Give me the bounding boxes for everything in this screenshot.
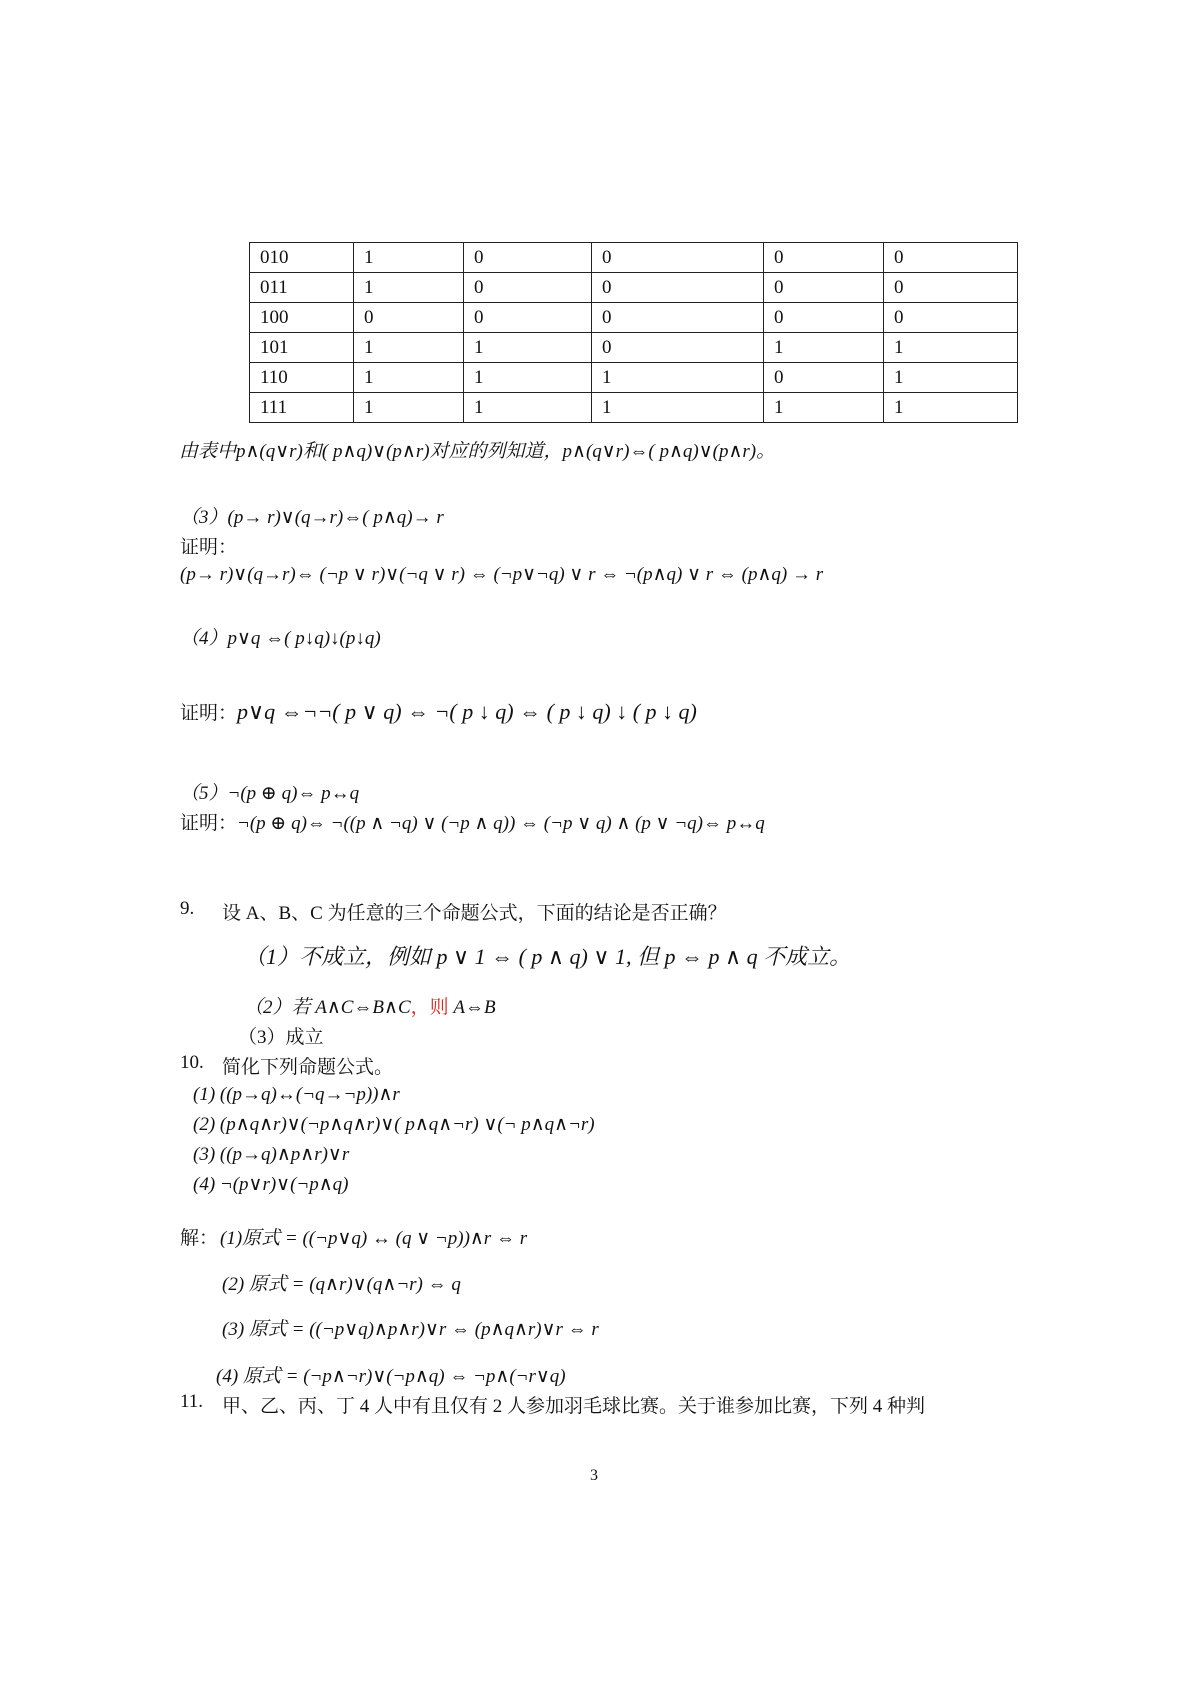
- table-cell: 0: [764, 303, 884, 333]
- table-cell: 0: [764, 363, 884, 393]
- table-cell: 1: [764, 393, 884, 423]
- table-row: [250, 333, 1018, 363]
- table-cell: 0: [764, 243, 884, 273]
- q10-item-1: (1) ((p→q)↔(¬q→¬p))∧r: [193, 1084, 400, 1105]
- item4-proof-label: 证明：: [180, 703, 238, 724]
- table-cell: 100: [250, 303, 354, 333]
- table-row: [250, 273, 1018, 303]
- q10-solution-4: (4) 原式 = (¬p∧¬r)∨(¬p∧q) ⇔ ¬p∧(¬r∨q): [216, 1366, 566, 1387]
- table-cell: 0: [464, 243, 592, 273]
- q10-solution-2: (2) 原式 = (q∧r)∨(q∧¬r) ⇔ q: [222, 1274, 461, 1295]
- table-cell: 1: [464, 333, 592, 363]
- q9-answer-1: （1）不成立，例如 p ∨ 1 ⇔ ( p ∧ q) ∨ 1, 但 p ⇔ p ∧ q 不成立。: [244, 944, 852, 969]
- q10-solution-3: (3) 原式 = ((¬p∨q)∧p∧r)∨r ⇔ (p∧q∧r)∨r ⇔ r: [222, 1319, 599, 1340]
- table-cell: 0: [592, 303, 764, 333]
- table-cell: 1: [354, 273, 464, 303]
- q9-text: 设 A、B、C 为任意的三个命题公式，下面的结论是否正确？: [222, 903, 727, 924]
- q9-answer-2-suffix: A⇔B: [448, 997, 496, 1018]
- table-cell: 1: [884, 393, 1018, 423]
- table-cell: 1: [884, 333, 1018, 363]
- table-cell: 1: [764, 333, 884, 363]
- item5-heading: （5）¬(p ⊕ q)⇔ p↔q: [180, 783, 360, 804]
- table-cell: 011: [250, 273, 354, 303]
- item5-proof: ¬(p ⊕ q)⇔ ¬((p ∧ ¬q) ∨ (¬p ∧ q)) ⇔ (¬p ∨ q) ∧ (p ∨ ¬q)⇔ p↔q: [237, 813, 765, 834]
- page-number: 3: [590, 1467, 598, 1484]
- item4-proof-line: [180, 698, 697, 725]
- table-cell: 0: [464, 273, 592, 303]
- table-cell: 010: [250, 243, 354, 273]
- item5-proof-label: 证明：: [180, 813, 238, 834]
- q9-answer-2-red: ，则: [410, 997, 449, 1018]
- item4-proof: p∨q ⇔¬¬( p ∨ q) ⇔ ¬( p ↓ q) ⇔ ( p ↓ q) ↓ ( p ↓ q): [237, 699, 697, 724]
- table-cell: 1: [464, 393, 592, 423]
- table-cell: 0: [884, 273, 1018, 303]
- item3-heading: （3）(p→ r)∨(q→r)⇔( p∧q)→ r: [180, 507, 444, 528]
- q10-item-3: (3) ((p→q)∧p∧r)∨r: [193, 1144, 350, 1165]
- table-cell: 1: [354, 333, 464, 363]
- q10-text: 简化下列命题公式。: [222, 1057, 394, 1078]
- table-conclusion: 由表中p∧(q∨r)和( p∧q)∨(p∧r)对应的列知道，p∧(q∨r)⇔( p∧q)∨(p∧r)。: [179, 441, 776, 462]
- item4-heading: （4）p∨q ⇔( p↓q)↓(p↓q): [180, 628, 381, 649]
- table-cell: 1: [592, 393, 764, 423]
- table-row: [250, 393, 1018, 423]
- q10-solution-label: 解：: [180, 1228, 219, 1249]
- q9-answer-2: [244, 992, 496, 1019]
- table-cell: 1: [354, 393, 464, 423]
- q9-number: 9.: [180, 898, 195, 919]
- table-row: [250, 363, 1018, 393]
- table-cell: 0: [884, 243, 1018, 273]
- table-row: [250, 243, 1018, 273]
- table-cell: 0: [764, 273, 884, 303]
- table-cell: 1: [884, 363, 1018, 393]
- table-cell: 1: [592, 363, 764, 393]
- table-cell: 1: [354, 243, 464, 273]
- truth-table: [249, 242, 1018, 423]
- q10-solution-1: (1)原式 = ((¬p∨q) ↔ (q ∨ ¬p))∧r ⇔ r: [220, 1228, 528, 1249]
- item3-proof-label: 证明：: [180, 537, 238, 558]
- q9-answer-2-prefix: （2）若 A∧C⇔B∧C: [244, 997, 411, 1018]
- q10-number: 10.: [180, 1052, 204, 1073]
- q9-answer-3: （3）成立: [238, 1027, 324, 1048]
- table-cell: 110: [250, 363, 354, 393]
- item3-proof: (p→ r)∨(q→r)⇔ (¬p ∨ r)∨(¬q ∨ r) ⇔ (¬p∨¬q) ∨ r ⇔ ¬(p∧q) ∨ r ⇔ (p∧q) → r: [180, 564, 824, 585]
- table-cell: 0: [464, 303, 592, 333]
- table-cell: 0: [592, 273, 764, 303]
- q10-item-2: (2) (p∧q∧r)∨(¬p∧q∧r)∨( p∧q∧¬r) ∨(¬ p∧q∧¬r): [193, 1114, 595, 1135]
- q11-number: 11.: [180, 1391, 204, 1412]
- table-cell: 0: [354, 303, 464, 333]
- table-cell: 111: [250, 393, 354, 423]
- table-cell: 0: [884, 303, 1018, 333]
- table-cell: 1: [354, 363, 464, 393]
- table-cell: 0: [592, 333, 764, 363]
- table-row: [250, 303, 1018, 333]
- item5-proof-line: [180, 808, 765, 835]
- q10-item-4: (4) ¬(p∨r)∨(¬p∧q): [193, 1174, 349, 1195]
- q11-text: 甲、乙、丙、丁 4 人中有且仅有 2 人参加羽毛球比赛。关于谁参加比赛，下列 4 种判: [222, 1396, 926, 1417]
- table-cell: 1: [464, 363, 592, 393]
- table-cell: 0: [592, 243, 764, 273]
- table-cell: 101: [250, 333, 354, 363]
